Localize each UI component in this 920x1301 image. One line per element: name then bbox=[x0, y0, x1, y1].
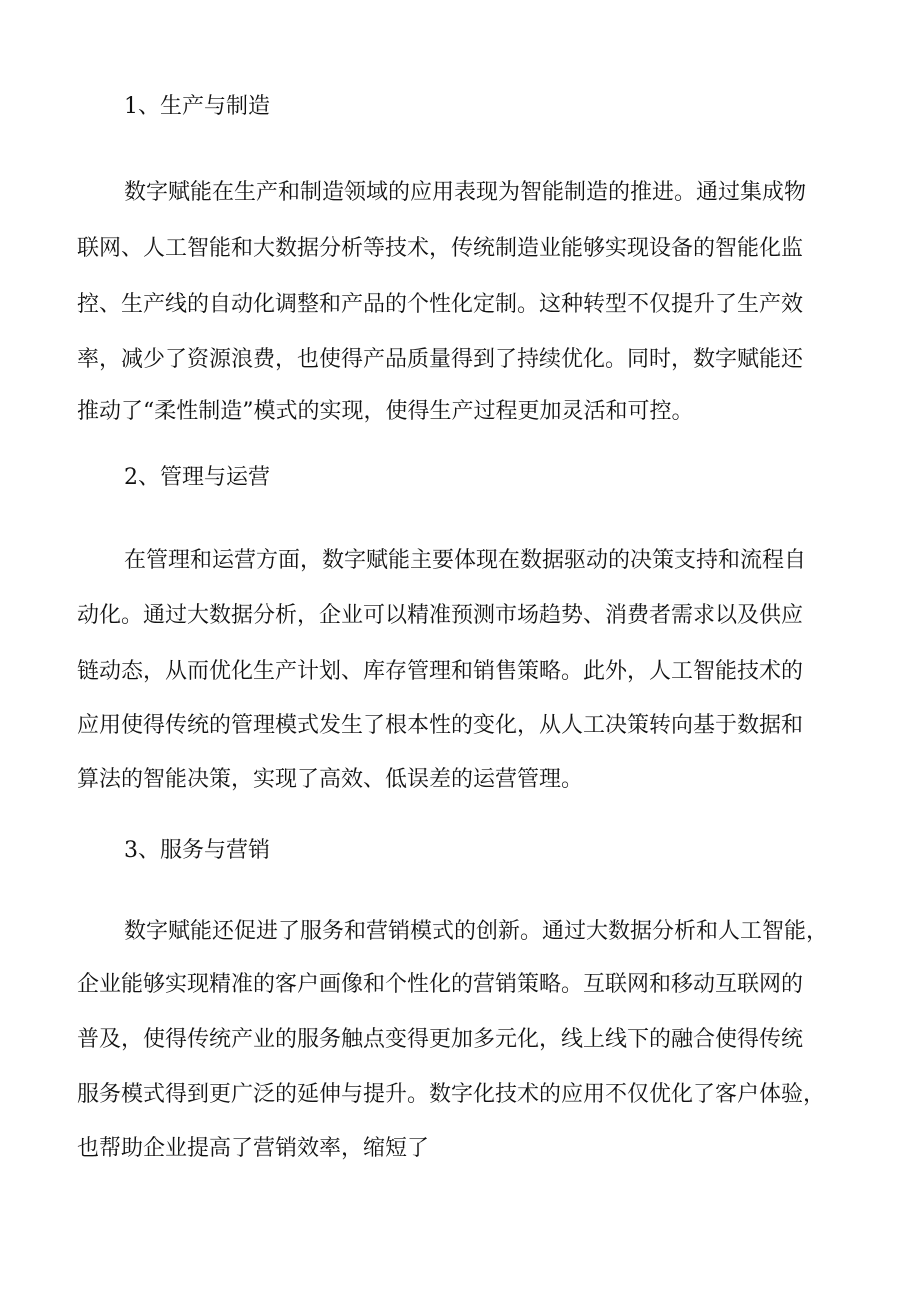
paragraph-line: 企业能够实现精准的客户画像和个性化的营销策略。互联网和移动互联网的 bbox=[77, 972, 804, 997]
paragraph-line: 数字赋能还促进了服务和营销模式的创新。通过大数据分析和人工智能， bbox=[124, 919, 829, 944]
paragraph-line: 算法的智能决策，实现了高效、低误差的运营管理。 bbox=[77, 767, 584, 792]
paragraph-line: 率，减少了资源浪费，也使得产品质量得到了持续优化。同时，数字赋能还 bbox=[77, 347, 804, 372]
paragraph-line: 应用使得传统的管理模式发生了根本性的变化，从人工决策转向基于数据和 bbox=[77, 713, 804, 738]
paragraph-line: 推动了“柔性制造”模式的实现，使得生产过程更加灵活和可控。 bbox=[77, 399, 694, 424]
paragraph-line: 在管理和运营方面，数字赋能主要体现在数据驱动的决策支持和流程自 bbox=[124, 548, 807, 573]
paragraph-line: 链动态，从而优化生产计划、库存管理和销售策略。此外，人工智能技术的 bbox=[77, 659, 804, 684]
paragraph-line: 数字赋能在生产和制造领域的应用表现为智能制造的推进。通过集成物 bbox=[124, 180, 807, 205]
section-heading-2: 2、管理与运营 bbox=[124, 465, 270, 490]
paragraph-line: 服务模式得到更广泛的延伸与提升。数字化技术的应用不仅优化了客户体验， bbox=[77, 1082, 826, 1107]
paragraph-line: 动化。通过大数据分析，企业可以精准预测市场趋势、消费者需求以及供应 bbox=[77, 603, 804, 628]
paragraph-line: 普及，使得传统产业的服务触点变得更加多元化，线上线下的融合使得传统 bbox=[77, 1027, 804, 1052]
paragraph-line: 联网、人工智能和大数据分析等技术，传统制造业能够实现设备的智能化监 bbox=[77, 236, 804, 261]
section-heading-1: 1、生产与制造 bbox=[124, 94, 270, 119]
paragraph-line: 控、生产线的自动化调整和产品的个性化定制。这种转型不仅提升了生产效 bbox=[77, 292, 804, 317]
paragraph-line: 也帮助企业提高了营销效率，缩短了 bbox=[77, 1136, 430, 1161]
section-heading-3: 3、服务与营销 bbox=[124, 838, 270, 863]
